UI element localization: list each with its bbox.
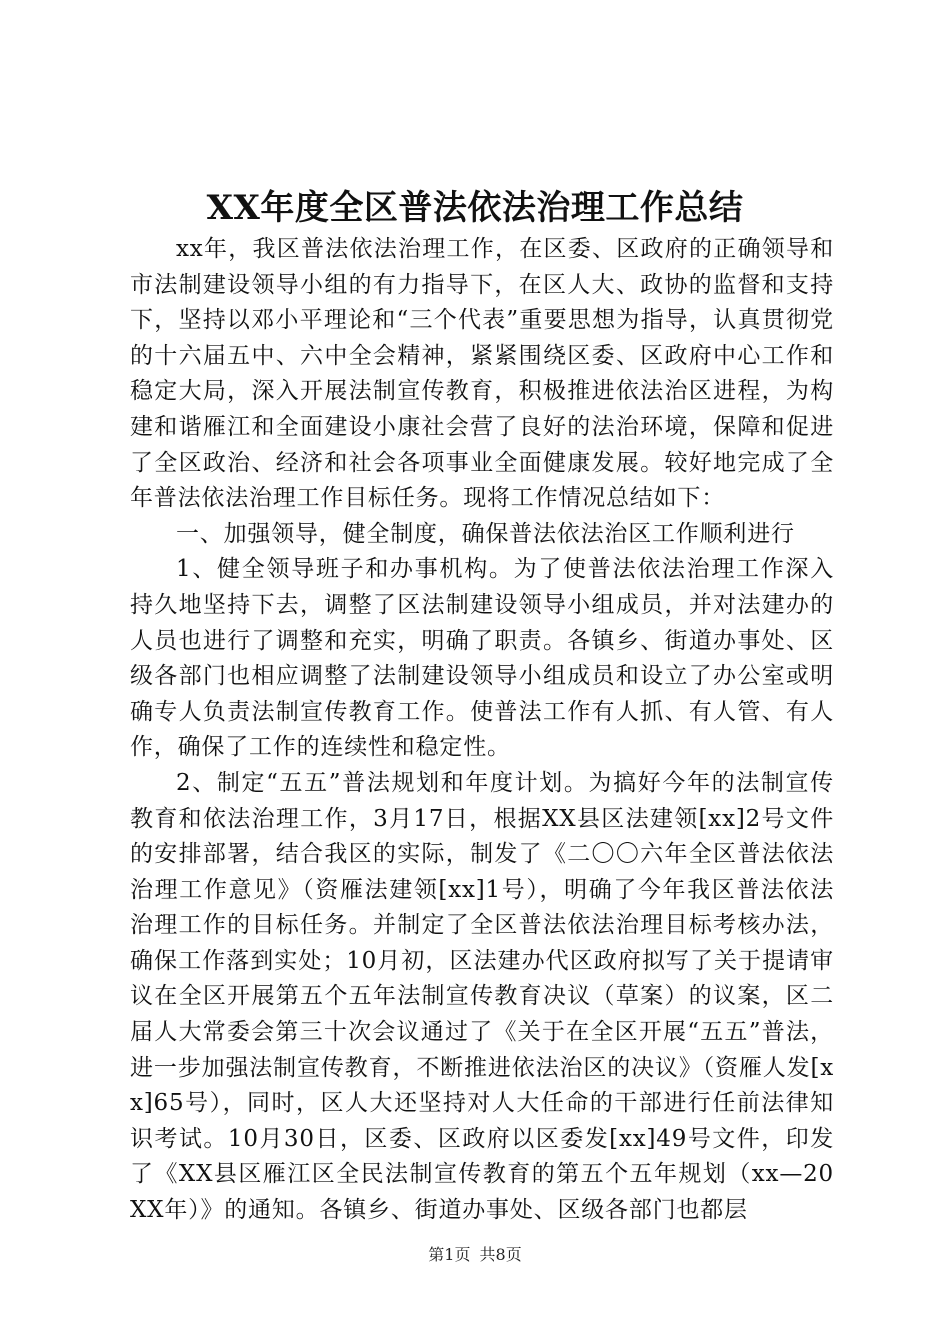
section-heading-1: 一、加强领导，健全制度，确保普法依法治区工作顺利进行 <box>176 520 795 547</box>
paragraph-intro: xx年，我区普法依法治理工作，在区委、区政府的正确领导和市法制建设领导小组的有力指导下，在区人大、政协的监督和支持下，坚持以邓小平理论和“三个代表”重要思想为指导，认真贯彻党的十六届五中、六中全会精神，紧紧围绕区委、区政府中心工作和稳定大局，深入开展法制宣传教育，积极推进依法治区进程，为构建和谐雁江和全面建设小康社会营了良好的法治环境，保障和促进了全区政治、经济和社会各项事业全面健康发展。较好地完成了全年普法依法治理工作目标任务。现将工作情况总结如下： <box>130 236 834 512</box>
page-footer <box>0 1244 950 1266</box>
document-title: XX年度全区普法依法治理工作总结 <box>206 188 744 228</box>
document-body <box>130 232 834 1229</box>
paragraph-item-2: 2、制定“五五”普法规划和年度计划。为搞好今年的法制宣传教育和依法治理工作，3月17日，根据XX县区法建领[xx]2号文件的安排部署，结合我区的实际，制发了《二〇〇六年全区普法依法治理工作意见》（资雁法建领[xx]1号），明确了今年我区普法依法治理工作的目标任务。并制定了全区普法依法治理目标考核办法，确保工作落到实处；10月初，区法建办代区政府拟写了关于提请审议在全区开展第五个五年法制宣传教育决议（草案）的议案，区二届人大常委会第三十次会议通过了《关于在全区开展“五五”普法，进一步加强法制宣传教育，不断推进依法治区的决议》（资雁人发[xx]65号），同时，区人大还坚持对人大任命的干部进行任前法律知识考试。10月30日，区委、区政府以区委发[xx]49号文件，印发了《XX县区雁江区全民法制宣传教育的第五个五年规划（xx—20XX年）》的通知。各镇乡、街道办事处、区级各部门也都层 <box>130 769 834 1224</box>
page-total: 共8页 <box>479 1245 522 1264</box>
page-number: 第1页 <box>428 1245 471 1264</box>
paragraph-item-1: 1、健全领导班子和办事机构。为了使普法依法治理工作深入持久地坚持下去，调整了区法制建设领导小组成员，并对法建办的人员也进行了调整和充实，明确了职责。各镇乡、街道办事处、区级各部门也相应调整了法制建设领导小组成员和设立了办公室或明确专人负责法制宣传教育工作。使普法工作有人抓、有人管、有人作，确保了工作的连续性和稳定性。 <box>130 556 834 761</box>
